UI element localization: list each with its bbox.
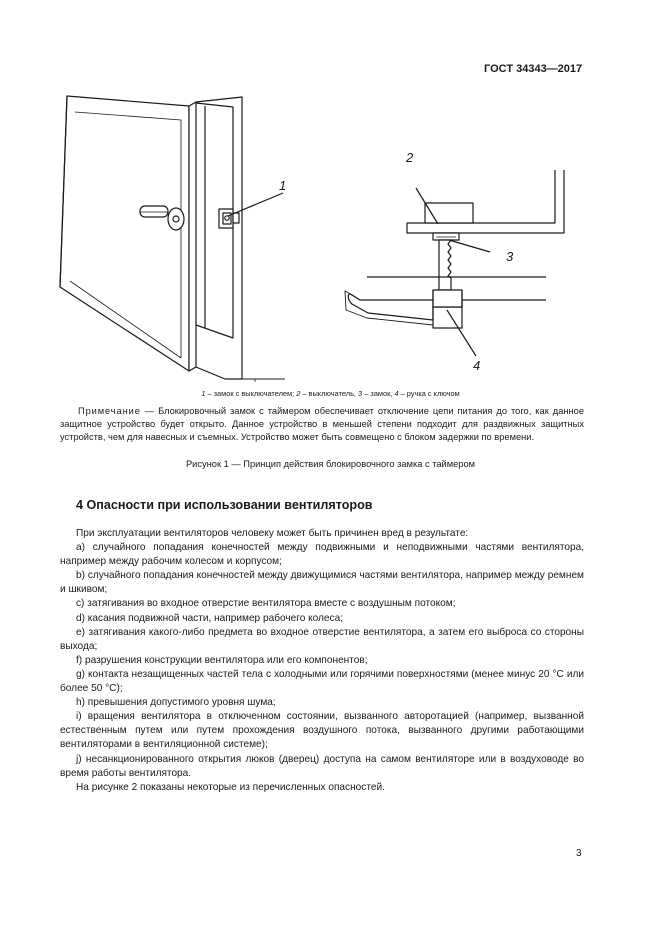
note-text: — Блокировочный замок с таймером обеспечивает отключение цепи питания до того, как данное защитное устройство будет открыто. Данное устройство в меньшей степени подходит для раздвижных защитных устройств, чем для навесных и съемных. Устройство может быть совмещено с блоком задержки по времени. <box>60 406 584 443</box>
note-label: Примечание <box>78 406 141 416</box>
paragraph: При эксплуатации вентиляторов человеку может быть причинен вред в результате: <box>76 528 469 539</box>
figure-1-drawing <box>55 92 585 382</box>
callout-1: 1 <box>279 178 287 193</box>
list-item-i: i) вращения вентилятора в отключенном состоянии, вызванного авторотацией (например, вызванной естественным путем или путем прохождения воздушного потока, вызванного другими работающими вентиляторами в вентиляционной системе); <box>60 711 584 751</box>
section-body <box>60 527 584 795</box>
standard-number: ГОСТ 34343—2017 <box>484 63 583 75</box>
list-item-h: h) превышения допустимого уровня шума; <box>76 697 276 709</box>
figure-caption: Рисунок 1 — Принцип действия блокировочного замка с таймером <box>185 459 476 469</box>
paragraph: На рисунке 2 показаны некоторые из перечисленных опасностей. <box>76 781 385 793</box>
callout-3: 3 <box>506 249 514 264</box>
list-item-g: g) контакта незащищенных частей тела с холодными или горячими поверхностями (менее минус 20 °С или более 50 °С); <box>60 668 584 695</box>
list-item-b: b) случайного попадания конечностей между движущимися частями вентилятора, например между ремнем и шкивом; <box>60 570 584 596</box>
list-item-e: e) затягивания какого-либо предмета во входное отверстие вентилятора, а затем его выброса со стороны выхода; <box>60 626 584 652</box>
lock-mechanism-illustration <box>345 170 564 356</box>
page-number: 3 <box>576 848 582 859</box>
figure-legend: 1 – замок с выключателем; 2 – выключатель, 3 – замок, 4 – ручка с ключом <box>201 389 460 398</box>
list-item-d: d) касания подвижной части, например рабочего колеса; <box>76 612 344 624</box>
list-item-c: c) затягивания во входное отверстие вентилятора вместе с воздушным потоком; <box>76 598 456 610</box>
list-item-j: j) несанкционированного открытия люков (дверец) доступа на самом вентиляторе или в воздуховоде во время работы вентилятора. <box>60 753 584 779</box>
section-heading: 4 Опасности при использовании вентиляторов <box>76 498 373 512</box>
callout-2: 2 <box>406 150 414 165</box>
list-item-f: f) разрушения конструкции вентилятора или его компонентов; <box>76 654 368 666</box>
figure-note <box>60 405 584 445</box>
list-item-a: a) случайного попадания конечностей между подвижными и неподвижными частями вентилятора, например между рабочим колесом и корпусом; <box>60 542 584 568</box>
callout-4: 4 <box>473 358 481 373</box>
cabinet-door-illustration <box>60 96 285 382</box>
